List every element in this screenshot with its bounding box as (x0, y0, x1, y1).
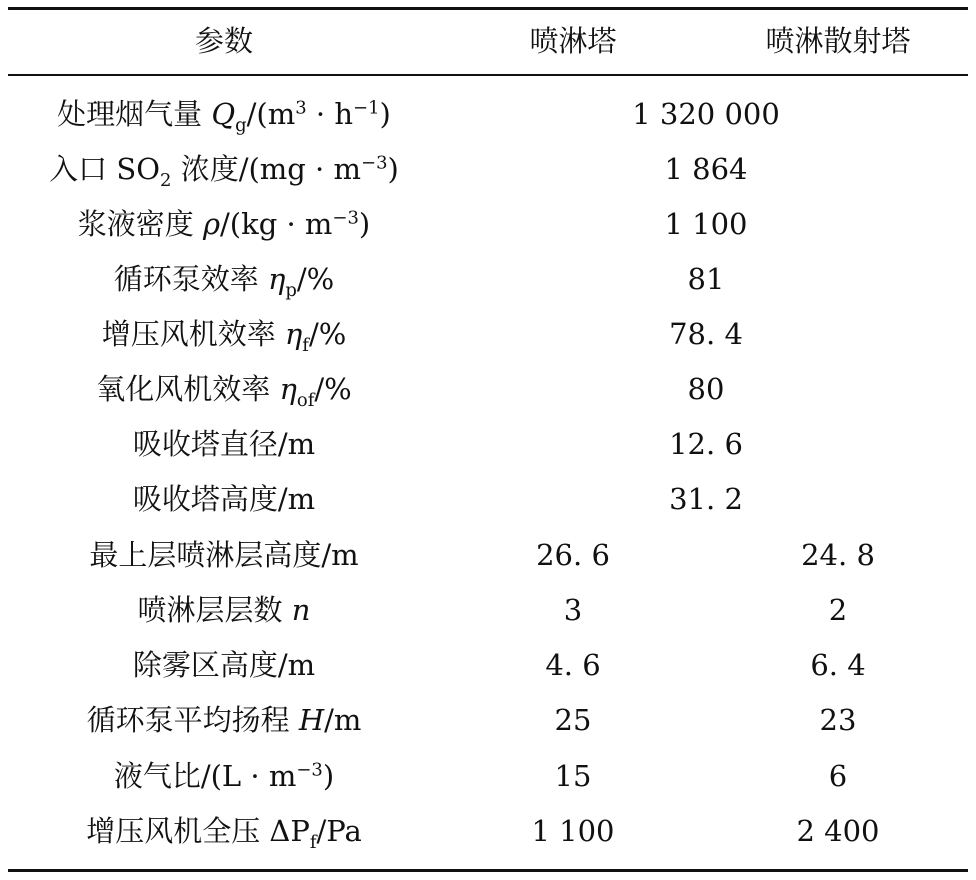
param-cell: 液气比$/(L \cdot m^{-3})$ (113, 759, 335, 793)
header-rule (8, 74, 968, 76)
param-cell: 增压风机全压 $\Delta P_f/Pa$ (86, 814, 362, 853)
shared-value-cell: 80 (687, 372, 725, 406)
spray-tower-value: 25 (554, 703, 592, 737)
spray-tower-value: 15 (554, 759, 592, 793)
top-rule (8, 7, 968, 10)
param-cell: 浆液密度 $\rho/(kg \cdot m^{-3})$ (77, 207, 371, 241)
scatter-tower-value: 6. 4 (810, 648, 866, 682)
param-cell: 除雾区高度/m (132, 648, 316, 682)
param-cell: 增压风机效率 $\eta_f/\%$ (101, 317, 347, 356)
shared-value-cell: 31. 2 (669, 482, 743, 516)
shared-value-cell: 1 320 000 (632, 97, 780, 131)
bottom-rule (8, 869, 968, 872)
shared-value-cell: 1 100 (664, 207, 748, 241)
header-param: 参数 (194, 24, 254, 58)
shared-value-cell: 1 864 (664, 152, 748, 186)
spray-tower-value: 4. 6 (545, 648, 601, 682)
shared-value-cell: 81 (687, 262, 725, 296)
spray-tower-value: 3 (563, 593, 583, 627)
header-spray-tower: 喷淋塔 (529, 24, 617, 58)
scatter-tower-value: 24. 8 (801, 538, 875, 572)
spray-tower-value: 26. 6 (536, 538, 610, 572)
param-cell: 循环泵效率 $\eta_p/\%$ (113, 262, 335, 301)
param-cell: 氧化风机效率 $\eta_{of}/\%$ (96, 372, 352, 411)
scatter-tower-value: 2 400 (796, 814, 880, 848)
scatter-tower-value: 6 (828, 759, 848, 793)
param-cell: 入口 $SO_2$ 浓度$/(mg \cdot m^{-3})$ (49, 152, 399, 191)
scatter-tower-value: 2 (828, 593, 848, 627)
param-cell: 最上层喷淋层高度/m (89, 538, 359, 572)
scatter-tower-value: 23 (819, 703, 857, 737)
param-cell: 吸收塔高度/m (132, 482, 316, 516)
shared-value-cell: 78. 4 (669, 317, 743, 351)
spray-tower-value: 1 100 (531, 814, 615, 848)
param-cell: 处理烟气量 $Q_g/(m^3 \cdot h^{-1})$ (57, 97, 391, 136)
param-cell: 循环泵平均扬程 H/m (86, 703, 362, 737)
header-spray-scatter-tower: 喷淋散射塔 (765, 24, 911, 58)
param-cell: 喷淋层层数 n (137, 593, 311, 627)
param-cell: 吸收塔直径/m (132, 427, 316, 461)
shared-value-cell: 12. 6 (669, 427, 743, 461)
